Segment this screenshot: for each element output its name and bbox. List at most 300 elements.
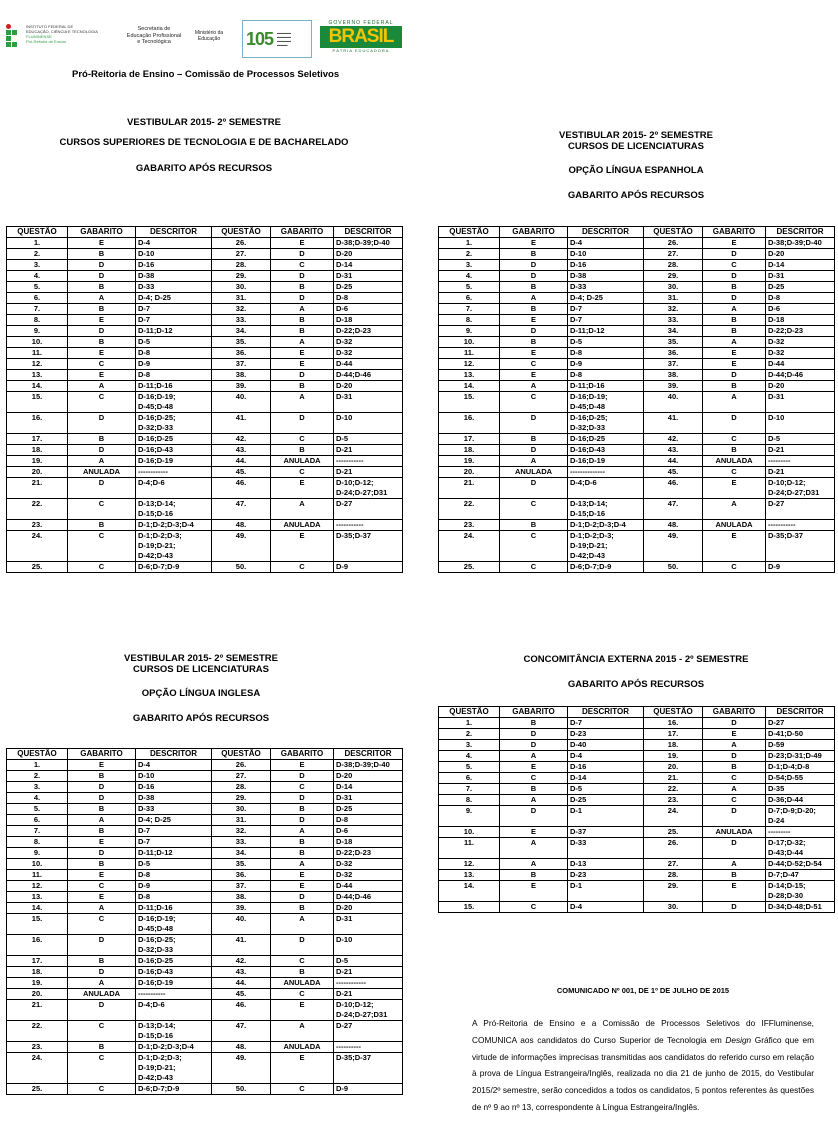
table-row <box>439 359 835 370</box>
question-number: 50. <box>212 1084 271 1095</box>
question-number: 40. <box>212 392 271 413</box>
descriptor-line: D-10 <box>570 249 587 258</box>
descriptor-line: D-23 <box>570 870 587 879</box>
descriptor <box>766 859 835 870</box>
question-number: 7. <box>439 304 500 315</box>
descriptor <box>334 1053 403 1084</box>
table-row <box>7 315 403 326</box>
table-header-row <box>439 227 835 238</box>
question-number: 41. <box>212 413 271 434</box>
descriptor <box>334 903 403 914</box>
descriptor <box>766 870 835 881</box>
answer-key: D <box>500 413 568 434</box>
question-number: 12. <box>7 881 68 892</box>
table-row <box>7 478 403 499</box>
question-number: 24. <box>439 531 500 562</box>
answer-key: B <box>271 848 334 859</box>
answer-key: A <box>271 1021 334 1042</box>
descriptor <box>334 870 403 881</box>
descriptor-line: D-16 <box>138 782 155 791</box>
descriptor <box>136 826 212 837</box>
question-number: 9. <box>439 806 500 827</box>
answer-key: B <box>500 337 568 348</box>
descriptor-line: D-8 <box>570 370 583 379</box>
question-number: 12. <box>439 859 500 870</box>
descriptor <box>568 478 644 499</box>
descriptor-line: D-35;D-37 <box>768 531 804 540</box>
answer-key: D <box>68 478 136 499</box>
table-row <box>7 520 403 531</box>
section-title-line: OPÇÃO LÍNGUA ESPANHOLA <box>568 165 704 176</box>
column-header: DESCRITOR <box>136 227 212 238</box>
answer-key: D <box>271 815 334 826</box>
question-number: 46. <box>212 478 271 499</box>
answer-key: E <box>68 870 136 881</box>
question-number: 25. <box>644 827 703 838</box>
descriptor-line: D-10 <box>336 413 353 422</box>
descriptor-line: D-13;D-14; <box>138 1021 176 1030</box>
answer-key: E <box>703 238 766 249</box>
descriptor <box>334 881 403 892</box>
table-row <box>439 456 835 467</box>
question-number: 20. <box>439 467 500 478</box>
table-row <box>439 520 835 531</box>
descriptor <box>568 445 644 456</box>
question-number: 16. <box>7 935 68 956</box>
descriptor-line: D-8 <box>138 370 151 379</box>
descriptor-line: D-15;D-16 <box>138 1031 174 1040</box>
descriptor <box>136 315 212 326</box>
answer-key: E <box>703 478 766 499</box>
descriptor-line: D-16;D-19; <box>570 392 608 401</box>
descriptor-line: D-9 <box>336 562 349 571</box>
descriptor-line: D-28;D-30 <box>768 891 804 900</box>
question-number: 36. <box>212 348 271 359</box>
descriptor-line: D-16;D-19 <box>570 456 606 465</box>
column-header: QUESTÃO <box>212 227 271 238</box>
answer-key: C <box>703 434 766 445</box>
answer-key: D <box>271 370 334 381</box>
table-row <box>7 826 403 837</box>
question-number: 19. <box>7 456 68 467</box>
question-number: 26. <box>212 238 271 249</box>
answer-key: B <box>271 967 334 978</box>
descriptor-line: D-24 <box>768 816 785 825</box>
answer-key: D <box>500 445 568 456</box>
descriptor <box>766 434 835 445</box>
descriptor-line: D-24;D-27;D31 <box>768 488 820 497</box>
question-number: 44. <box>212 456 271 467</box>
descriptor-line: D-16;D-25 <box>138 956 174 965</box>
question-number: 22. <box>7 1021 68 1042</box>
descriptor <box>766 392 835 413</box>
descriptor-line: D-54;D-55 <box>768 773 804 782</box>
table-row <box>7 914 403 935</box>
table-row <box>7 467 403 478</box>
answer-key: E <box>703 531 766 562</box>
question-number: 5. <box>439 762 500 773</box>
question-number: 28. <box>212 782 271 793</box>
question-number: 22. <box>439 499 500 520</box>
descriptor-line: D-7 <box>570 304 583 313</box>
descriptor-line: D-32;D-33 <box>570 423 606 432</box>
descriptor-line: D-9 <box>570 359 583 368</box>
descriptor <box>136 260 212 271</box>
descriptor-line: D-43;D-44 <box>768 848 804 857</box>
descriptor <box>136 760 212 771</box>
answer-key: ANULADA <box>271 520 334 531</box>
question-number: 12. <box>439 359 500 370</box>
table-row <box>7 293 403 304</box>
answer-key: D <box>500 806 568 827</box>
descriptor <box>568 293 644 304</box>
descriptor <box>568 413 644 434</box>
question-number: 3. <box>439 260 500 271</box>
question-number: 6. <box>439 293 500 304</box>
descriptor <box>568 827 644 838</box>
answer-key: A <box>68 815 136 826</box>
question-number: 8. <box>7 837 68 848</box>
descriptor-line: D-35;D-37 <box>336 531 372 540</box>
descriptor <box>568 249 644 260</box>
descriptor-line: D-5 <box>138 337 151 346</box>
table-row <box>439 478 835 499</box>
answer-key: B <box>68 282 136 293</box>
iff-logo-icon <box>6 24 23 47</box>
descriptor <box>334 771 403 782</box>
answer-key: B <box>68 1042 136 1053</box>
descriptor <box>568 838 644 859</box>
question-number: 15. <box>7 914 68 935</box>
iff-logo-line: EDUCAÇÃO, CIÊNCIA E TECNOLOGIA <box>26 29 98 34</box>
answer-key: ANULADA <box>500 467 568 478</box>
table-row <box>439 434 835 445</box>
descriptor <box>766 902 835 913</box>
descriptor-line: D-1;D-2;D-3; <box>570 531 614 540</box>
descriptor <box>766 838 835 859</box>
descriptor-line: D-38 <box>570 271 587 280</box>
answer-key: E <box>271 531 334 562</box>
descriptor-line: ------------ <box>336 978 366 987</box>
answer-key: B <box>703 762 766 773</box>
answer-key: B <box>68 304 136 315</box>
column-header: QUESTÃO <box>439 227 500 238</box>
answer-key: B <box>500 870 568 881</box>
descriptor <box>334 467 403 478</box>
table-row <box>439 282 835 293</box>
answer-key: D <box>703 249 766 260</box>
descriptor <box>568 531 644 562</box>
answer-key: C <box>68 1084 136 1095</box>
descriptor <box>568 751 644 762</box>
table-row <box>439 293 835 304</box>
descriptor <box>136 837 212 848</box>
descriptor <box>568 520 644 531</box>
question-number: 39. <box>644 381 703 392</box>
table-row <box>439 499 835 520</box>
section-title-line: CURSOS DE LICENCIATURAS <box>133 664 269 675</box>
answer-key: B <box>703 326 766 337</box>
descriptor-line: D-14;D-15; <box>768 881 806 890</box>
descriptor <box>334 337 403 348</box>
descriptor-line: D-10;D-12; <box>768 478 806 487</box>
section-title-line: VESTIBULAR 2015- 2º SEMESTRE <box>127 117 281 128</box>
question-number: 28. <box>212 260 271 271</box>
descriptor-line: D-8 <box>768 293 781 302</box>
comunicado <box>472 986 814 1116</box>
descriptor-line: ----------- <box>768 520 796 529</box>
descriptor <box>334 562 403 573</box>
answer-key: B <box>68 804 136 815</box>
table-row <box>439 859 835 870</box>
descriptor-line: D-36;D-44 <box>768 795 804 804</box>
descriptor <box>334 304 403 315</box>
question-number: 11. <box>439 838 500 859</box>
descriptor <box>766 827 835 838</box>
descriptor-line: D-7 <box>138 837 151 846</box>
descriptor <box>334 848 403 859</box>
column-header: QUESTÃO <box>212 749 271 760</box>
descriptor-line: D-7 <box>570 315 583 324</box>
answer-key: A <box>68 978 136 989</box>
descriptor <box>766 729 835 740</box>
patria-educadora: PÁTRIA EDUCADORA <box>332 48 390 53</box>
question-number: 7. <box>439 784 500 795</box>
descriptor <box>136 881 212 892</box>
question-number: 40. <box>212 914 271 935</box>
descriptor-line: -------------- <box>570 467 605 476</box>
descriptor-line: D-25 <box>570 795 587 804</box>
question-number: 43. <box>212 967 271 978</box>
answer-key: E <box>500 315 568 326</box>
section-title-line: OPÇÃO LÍNGUA INGLESA <box>141 688 261 699</box>
answer-key: E <box>271 1053 334 1084</box>
question-number: 1. <box>7 760 68 771</box>
descriptor-line: D-7 <box>138 304 151 313</box>
column-header: DESCRITOR <box>568 227 644 238</box>
table-row <box>7 848 403 859</box>
descriptor <box>136 903 212 914</box>
question-number: 4. <box>439 751 500 762</box>
descriptor <box>766 762 835 773</box>
descriptor-line: D-4; D-25 <box>138 815 171 824</box>
descriptor <box>334 293 403 304</box>
descriptor-line: D-1;D-2;D-3; <box>138 531 182 540</box>
answer-key: D <box>68 271 136 282</box>
descriptor-line: D-45;D-48 <box>138 402 174 411</box>
answer-key: B <box>271 837 334 848</box>
descriptor-line: D-33 <box>138 282 155 291</box>
descriptor-line: D-21 <box>768 467 785 476</box>
question-number: 10. <box>7 337 68 348</box>
column-header: GABARITO <box>68 749 136 760</box>
answer-key: D <box>703 413 766 434</box>
table-row <box>7 870 403 881</box>
descriptor <box>334 238 403 249</box>
descriptor <box>136 499 212 520</box>
question-number: 18. <box>439 445 500 456</box>
question-number: 43. <box>644 445 703 456</box>
table-row <box>439 315 835 326</box>
section-title-line: VESTIBULAR 2015- 2º SEMESTRE <box>559 130 713 141</box>
concomitancia-answer-table <box>438 706 835 913</box>
descriptor <box>766 562 835 573</box>
answer-key: D <box>500 271 568 282</box>
question-number: 7. <box>7 826 68 837</box>
descriptor <box>568 282 644 293</box>
descriptor <box>766 478 835 499</box>
table-row <box>439 337 835 348</box>
answer-key: B <box>703 381 766 392</box>
table-row <box>7 935 403 956</box>
descriptor <box>766 773 835 784</box>
table-row <box>439 827 835 838</box>
descriptor <box>766 326 835 337</box>
descriptor <box>334 348 403 359</box>
table-row <box>439 260 835 271</box>
descriptor-line: D-31 <box>768 271 785 280</box>
descriptor-line: D-22;D-23 <box>336 848 372 857</box>
descriptor-line: D-5 <box>138 859 151 868</box>
answer-key: E <box>271 348 334 359</box>
answer-key: C <box>271 260 334 271</box>
inglesa-answer-table <box>6 748 403 1095</box>
question-number: 25. <box>439 562 500 573</box>
table-row <box>439 795 835 806</box>
descriptor-line: D-10 <box>336 935 353 944</box>
question-number: 35. <box>644 337 703 348</box>
table-row <box>439 773 835 784</box>
descriptor-line: D-31 <box>336 914 353 923</box>
question-number: 15. <box>7 392 68 413</box>
descriptor-line: D-1;D-2;D-3;D-4 <box>138 1042 194 1051</box>
table-row <box>7 445 403 456</box>
descriptor <box>334 815 403 826</box>
question-number: 25. <box>7 562 68 573</box>
question-number: 11. <box>7 348 68 359</box>
descriptor <box>766 282 835 293</box>
question-number: 41. <box>644 413 703 434</box>
question-number: 3. <box>7 260 68 271</box>
answer-key: ANULADA <box>703 456 766 467</box>
question-number: 24. <box>7 1053 68 1084</box>
answer-key: B <box>271 903 334 914</box>
answer-key: B <box>500 249 568 260</box>
descriptor <box>568 740 644 751</box>
answer-key: ANULADA <box>703 520 766 531</box>
descriptor <box>568 238 644 249</box>
table-row <box>439 562 835 573</box>
answer-key: B <box>500 520 568 531</box>
answer-key: D <box>68 1000 136 1021</box>
question-number: 4. <box>7 271 68 282</box>
table-row <box>439 729 835 740</box>
table-row <box>7 1084 403 1095</box>
descriptor-line: D-20 <box>336 903 353 912</box>
section-title-line: GABARITO APÓS RECURSOS <box>135 163 273 174</box>
descriptor-line: D-44 <box>336 881 353 890</box>
mec-logo <box>191 30 227 42</box>
descriptor <box>136 989 212 1000</box>
answer-key: A <box>703 304 766 315</box>
answer-key: A <box>271 826 334 837</box>
question-number: 19. <box>7 978 68 989</box>
answer-key: D <box>68 413 136 434</box>
answer-key: C <box>500 773 568 784</box>
table-row <box>439 326 835 337</box>
answer-key: A <box>500 456 568 467</box>
column-header: QUESTÃO <box>439 707 500 718</box>
descriptor <box>334 478 403 499</box>
table-row <box>439 806 835 827</box>
descriptor <box>136 381 212 392</box>
descriptor-line: D-1 <box>570 881 583 890</box>
question-number: 47. <box>212 1021 271 1042</box>
answer-key: E <box>703 348 766 359</box>
question-number: 13. <box>439 870 500 881</box>
answer-key: A <box>703 499 766 520</box>
table-row <box>7 370 403 381</box>
question-number: 27. <box>212 771 271 782</box>
descriptor <box>334 1084 403 1095</box>
answer-key: B <box>271 315 334 326</box>
table-row <box>439 762 835 773</box>
answer-key: C <box>271 562 334 573</box>
table-row <box>439 784 835 795</box>
answer-key: C <box>703 467 766 478</box>
answer-key: C <box>68 881 136 892</box>
descriptor <box>136 892 212 903</box>
mec-line: Ministério da <box>194 30 224 36</box>
question-number: 13. <box>7 370 68 381</box>
question-number: 18. <box>7 445 68 456</box>
question-number: 17. <box>439 434 500 445</box>
question-number: 47. <box>212 499 271 520</box>
question-number: 10. <box>439 337 500 348</box>
answer-key: C <box>68 392 136 413</box>
descriptor <box>568 467 644 478</box>
descriptor-line: D-14 <box>336 260 353 269</box>
descriptor <box>136 456 212 467</box>
answer-key: E <box>703 729 766 740</box>
descriptor-line: D-8 <box>336 293 349 302</box>
table-row <box>439 445 835 456</box>
descriptor-line: D-13;D-14; <box>138 499 176 508</box>
descriptor-line: D-32 <box>336 348 353 357</box>
question-number: 2. <box>439 729 500 740</box>
question-number: 17. <box>7 956 68 967</box>
question-number: 9. <box>7 848 68 859</box>
descriptor <box>334 1042 403 1053</box>
table-row <box>7 434 403 445</box>
answer-key: D <box>271 771 334 782</box>
answer-key: A <box>703 337 766 348</box>
descriptor <box>136 520 212 531</box>
table-row <box>7 760 403 771</box>
answer-key: A <box>500 838 568 859</box>
descriptor <box>136 1042 212 1053</box>
answer-key: E <box>68 348 136 359</box>
question-number: 32. <box>644 304 703 315</box>
answer-key: ANULADA <box>68 467 136 478</box>
table-row <box>7 771 403 782</box>
answer-key: A <box>703 784 766 795</box>
descriptor-line: D-27 <box>336 499 353 508</box>
descriptor <box>568 337 644 348</box>
table-row <box>7 337 403 348</box>
answer-key: B <box>271 804 334 815</box>
question-number: 13. <box>439 370 500 381</box>
